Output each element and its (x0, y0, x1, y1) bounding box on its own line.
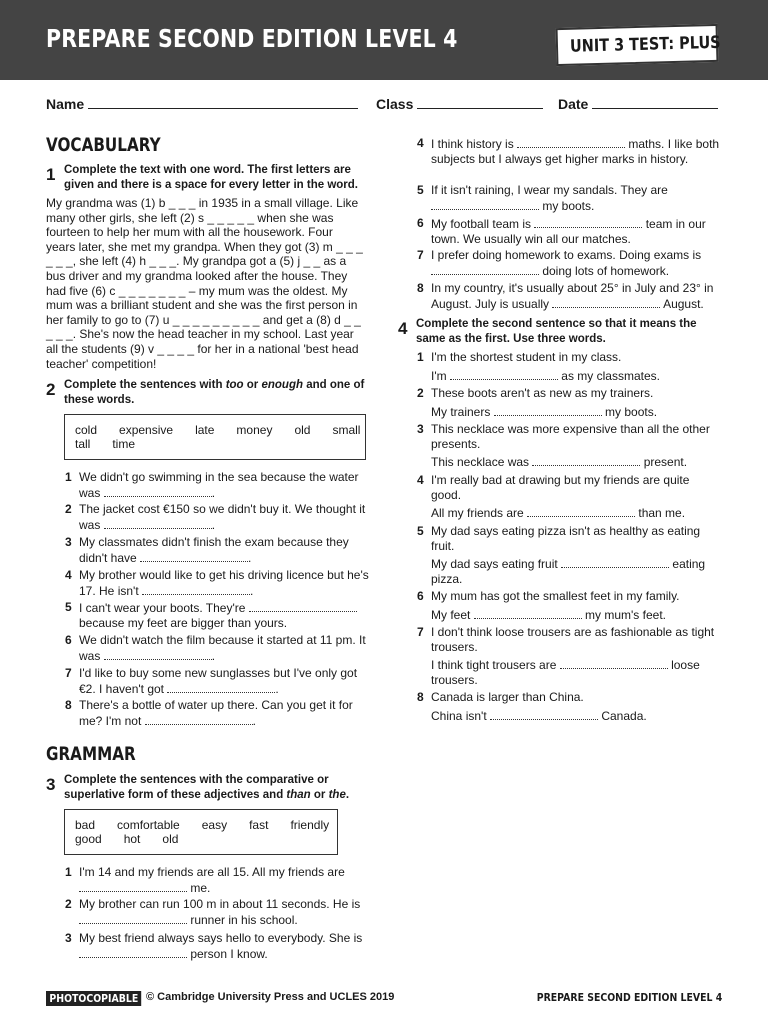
q4-number: 4 (398, 319, 408, 338)
q4-item-text: I think tight trousers are (431, 658, 560, 673)
unit-label: UNIT 3 TEST: PLUS (569, 32, 721, 57)
q2-item (65, 535, 369, 565)
q4-item-text: China isn't (431, 708, 490, 723)
q3-item-text: My brother can run 100 m in about 11 seconds. He is (79, 897, 361, 911)
q4-item-sentence: Canada is larger than China. (431, 690, 584, 704)
q4-item-sentence: My mum has got the smallest feet in my family. (431, 589, 680, 603)
q3-word: easy (201, 818, 228, 832)
answer-blank[interactable] (517, 136, 625, 148)
date-line[interactable] (592, 94, 718, 109)
q2-word: time (112, 437, 136, 451)
q4-item-text: My feet (431, 607, 474, 622)
grammar-title: GRAMMAR (46, 743, 136, 765)
q2-instr-part: or (243, 379, 262, 391)
q3-word: old (162, 832, 179, 846)
q3-item-number: 3 (65, 931, 72, 945)
q3-item-text: My football team is (431, 217, 535, 231)
q4-item-text: Canada. (598, 708, 647, 723)
q4-item-number: 6 (417, 589, 424, 603)
q2-item-text: because my feet are bigger than yours. (79, 615, 288, 630)
q3-instr-part: or (310, 789, 329, 801)
q2-item-text: . (248, 550, 252, 565)
q4-item-answer-line (431, 454, 721, 470)
q3-item-number: 8 (417, 281, 424, 295)
q4-item-number: 8 (417, 690, 424, 704)
q4-item-text: My trainers (431, 404, 494, 419)
q3-item-text: team in our town. We usually win all our matches. (431, 217, 706, 246)
q4-item-sentence: These boots aren't as new as my trainers. (431, 386, 654, 400)
answer-blank[interactable] (145, 713, 253, 725)
q4-item-number: 5 (417, 524, 424, 538)
answer-blank[interactable] (431, 263, 539, 275)
q4-item-number: 1 (417, 350, 424, 364)
q3-item (417, 248, 721, 278)
q4-item-sentence: I'm the shortest student in my class. (431, 350, 622, 364)
q3-item (65, 931, 369, 961)
q3-item-text: maths. I like both subjects but I always get higher marks in history. (431, 137, 720, 166)
q4-item (417, 422, 721, 470)
q2-item (65, 600, 369, 630)
answer-blank[interactable] (494, 404, 602, 416)
answer-blank[interactable] (532, 454, 640, 466)
q3-item-text: I prefer doing homework to exams. Doing exams is (431, 248, 702, 262)
q3-item-text: runner in his school. (187, 912, 298, 927)
q4-item-answer-line (431, 708, 721, 724)
class-field[interactable] (376, 94, 543, 112)
q3-item-number: 1 (65, 865, 72, 879)
q4-item (417, 524, 721, 586)
answer-blank[interactable] (79, 946, 187, 958)
answer-blank[interactable] (527, 505, 635, 517)
q3-item-number: 2 (65, 897, 72, 911)
copyright-text: © Cambridge University Press and UCLES 2019 (146, 991, 395, 1003)
q2-word: small (332, 423, 361, 437)
q2-item-text: The jacket cost €150 so we didn't buy it. We thought it was (79, 502, 366, 532)
q3-instr-than: than (286, 789, 311, 801)
answer-blank[interactable] (560, 657, 668, 669)
q2-item-number: 3 (65, 535, 72, 549)
name-line[interactable] (88, 94, 358, 109)
q4-item-text: present. (640, 455, 688, 470)
q4-item-text: my boots. (601, 404, 658, 419)
q4-item-answer-line (431, 607, 721, 623)
q2-item-text: We didn't go swimming in the sea because the water was (79, 470, 359, 500)
q2-item (65, 633, 369, 663)
q4-item-number: 7 (417, 625, 424, 639)
q3-item (417, 281, 721, 311)
name-field[interactable] (46, 94, 358, 112)
q2-item (65, 502, 369, 532)
q4-item-text: This necklace was (431, 455, 533, 470)
q3-item-text: person I know. (187, 946, 268, 961)
q3-item-text: August. (660, 296, 704, 311)
q2-item-text: My classmates didn't finish the exam because they didn't have (79, 535, 349, 565)
q3-word: hot (123, 832, 141, 846)
q2-item-number: 6 (65, 633, 72, 647)
q1-text: My grandma was (1) b _ _ _ in 1935 in a small village. Like many other girls, she left (2) s _ _ _ _ _ when she was fourteen to help her mum with all the housework. Four years later, she met my grandpa. When they got (3) m _ _ _ _ _ _, she left (4) h _ _ _. My grandpa got a (5) j _ _ as a bus driver and my grandma looked after the house. They had five (6) c _ _ _ _ _ _ _ – my mum was the oldest. My mum was a brilliant student and she was the first person in her family to go to (7) u _ _ _ _ _ _ _ _ _ and get a (8) d _ _ _ _ _. She's now the head teacher in my school. Last year all the students (9) v _ _ _ _ for her in a national 'best head teacher' competition! (46, 196, 363, 371)
answer-blank[interactable] (490, 708, 598, 720)
q2-item-number: 5 (65, 600, 72, 614)
q4-item-text: eating pizza. (431, 557, 706, 586)
answer-blank[interactable] (142, 583, 250, 595)
answer-blank[interactable] (561, 556, 669, 568)
q4-item-text: as my classmates. (557, 368, 660, 383)
answer-blank[interactable] (104, 485, 212, 497)
q3-item-text: my boots. (539, 198, 595, 213)
q4-item-answer-line (431, 657, 721, 687)
answer-blank[interactable] (249, 600, 357, 612)
q2-instr-part: and one of these words. (64, 379, 365, 406)
q2-item-number: 8 (65, 698, 72, 712)
answer-blank[interactable] (474, 607, 582, 619)
q2-word: tall (75, 437, 91, 451)
q3-word: friendly (290, 818, 330, 832)
q2-item-text: There's a bottle of water up there. Can you get it for me? I'm not (79, 698, 353, 728)
q3-item-text: My best friend always says hello to everybody. She is (79, 931, 363, 945)
q2-word-box (64, 414, 366, 460)
q3-instruction (64, 773, 364, 803)
q3-item-text: I think history is (431, 137, 518, 151)
q4-item-answer-line (431, 556, 721, 586)
header-title: PREPARE SECOND EDITION LEVEL 4 (46, 24, 458, 53)
date-label: Date (558, 96, 589, 112)
q4-item (417, 350, 721, 383)
q3-word-box (64, 809, 338, 855)
q1-number: 1 (46, 165, 56, 184)
q4-item-text: I'm (431, 368, 450, 383)
q3-item (65, 897, 369, 927)
q2-item-text: . (211, 517, 216, 532)
q3-item-number: 7 (417, 248, 424, 262)
q2-item-text: . (252, 713, 256, 728)
answer-blank[interactable] (104, 517, 212, 529)
q4-item (417, 690, 721, 723)
footer-title: PREPARE SECOND EDITION LEVEL 4 (536, 991, 722, 1004)
q4-item-text: loose trousers. (431, 658, 700, 687)
vocabulary-title: VOCABULARY (46, 134, 161, 156)
q3-item-number: 4 (417, 136, 424, 150)
q2-item-number: 4 (65, 568, 72, 582)
answer-blank[interactable] (450, 368, 558, 380)
name-label: Name (46, 96, 85, 112)
q4-instruction: Complete the second sentence so that it means the same as the first. Use three words. (416, 318, 697, 345)
q2-item-text: We didn't watch the film because it started at 11 pm. It was (79, 633, 366, 663)
q3-item (417, 136, 721, 166)
q4-item-answer-line (431, 368, 721, 384)
q2-instruction (64, 378, 368, 408)
q3-number: 3 (46, 775, 56, 794)
q4-item-answer-line (431, 404, 721, 420)
q2-word: late (195, 423, 215, 437)
q3-item-text: In my country, it's usually about 25° in July and 23° in August. July is usually (431, 281, 714, 311)
q4-item (417, 473, 721, 521)
q2-word: old (294, 423, 311, 437)
q4-item-number: 4 (417, 473, 424, 487)
answer-blank[interactable] (431, 198, 539, 210)
q1-instruction: Complete the text with one word. The first letters are given and there is a space for every letter in the word. (64, 164, 358, 191)
q2-item-text: . (211, 648, 216, 663)
q3-instr-part: Complete the sentences with the comparative or superlative form of these adjectives and (64, 774, 329, 801)
q4-item-sentence: My dad says eating pizza isn't as healthy as eating fruit. (431, 524, 701, 553)
q2-item (65, 666, 369, 696)
q2-item-text: I can't wear your boots. They're (79, 601, 249, 615)
q4-item-sentence: This necklace was more expensive than all the other presents. (431, 422, 710, 451)
q4-item-number: 3 (417, 422, 424, 436)
q3-item-text: I'm 14 and my friends are all 15. All my friends are (79, 865, 345, 879)
q3-item-text: me. (187, 880, 211, 895)
q4-item-text: my mum's feet. (581, 607, 666, 622)
q3-item-number: 5 (417, 183, 424, 197)
photocopiable-badge: PHOTOCOPIABLE (46, 991, 142, 1006)
q3-item-text: doing lots of homework. (539, 263, 670, 278)
q2-word-row (75, 423, 361, 437)
q4-item-sentence: I don't think loose trousers are as fashionable as tight trousers. (431, 625, 715, 654)
q2-item-number: 1 (65, 470, 72, 484)
answer-blank[interactable] (552, 296, 660, 308)
answer-blank[interactable] (534, 216, 642, 228)
q3-instr-part: . (345, 789, 350, 801)
q2-item-number: 7 (65, 666, 72, 680)
q2-instr-too: too (225, 379, 244, 391)
q2-item (65, 698, 369, 728)
q2-word: money (236, 423, 273, 437)
unit-badge (556, 24, 719, 66)
q4-item (417, 625, 721, 687)
q3-word: fast (249, 818, 269, 832)
q3-word: bad (75, 818, 96, 832)
class-label: Class (376, 96, 414, 112)
q4-item-number: 2 (417, 386, 424, 400)
q4-item-answer-line (431, 505, 721, 521)
q4-item-sentence: I'm really bad at drawing but my friends are quite good. (431, 473, 690, 502)
q2-item-text: . (250, 583, 254, 598)
q3-word: comfortable (117, 818, 180, 832)
q2-number: 2 (46, 380, 56, 399)
q4-item-text: than me. (635, 506, 686, 521)
q4-item (417, 386, 721, 419)
q2-word: expensive (119, 423, 174, 437)
q4-item-text: All my friends are (431, 506, 528, 521)
q2-instr-enough: enough (261, 379, 303, 391)
q2-item-text: My brother would like to get his driving licence but he's 17. He isn't (79, 568, 369, 598)
q2-item-text: . (275, 681, 279, 696)
q3-item (417, 183, 721, 213)
q2-item-text: I'd like to buy some new sunglasses but I've only got €2. I haven't got (79, 666, 358, 696)
q3-item (417, 216, 721, 246)
q3-word-row (75, 818, 330, 832)
q3-item-number: 6 (417, 216, 424, 230)
q2-item (65, 568, 369, 598)
q4-item (417, 589, 721, 622)
class-line[interactable] (417, 94, 543, 109)
q2-word-row (75, 437, 355, 451)
answer-blank[interactable] (167, 681, 275, 693)
q3-item-text: If it isn't raining, I wear my sandals. They are (431, 183, 668, 197)
q3-instr-the: the (328, 789, 346, 801)
answer-blank[interactable] (104, 648, 212, 660)
answer-blank[interactable] (79, 880, 187, 892)
q2-word: cold (75, 423, 98, 437)
date-field[interactable] (558, 94, 718, 112)
q2-item (65, 470, 369, 500)
q3-item (65, 865, 369, 895)
q2-item-number: 2 (65, 502, 72, 516)
answer-blank[interactable] (140, 550, 248, 562)
answer-blank[interactable] (79, 912, 187, 924)
q4-item-text: My dad says eating fruit (431, 557, 562, 572)
q2-item-text: . (211, 485, 216, 500)
q3-word: good (75, 832, 102, 846)
q3-word-row (75, 832, 327, 846)
q2-instr-part: Complete the sentences with (64, 379, 226, 391)
